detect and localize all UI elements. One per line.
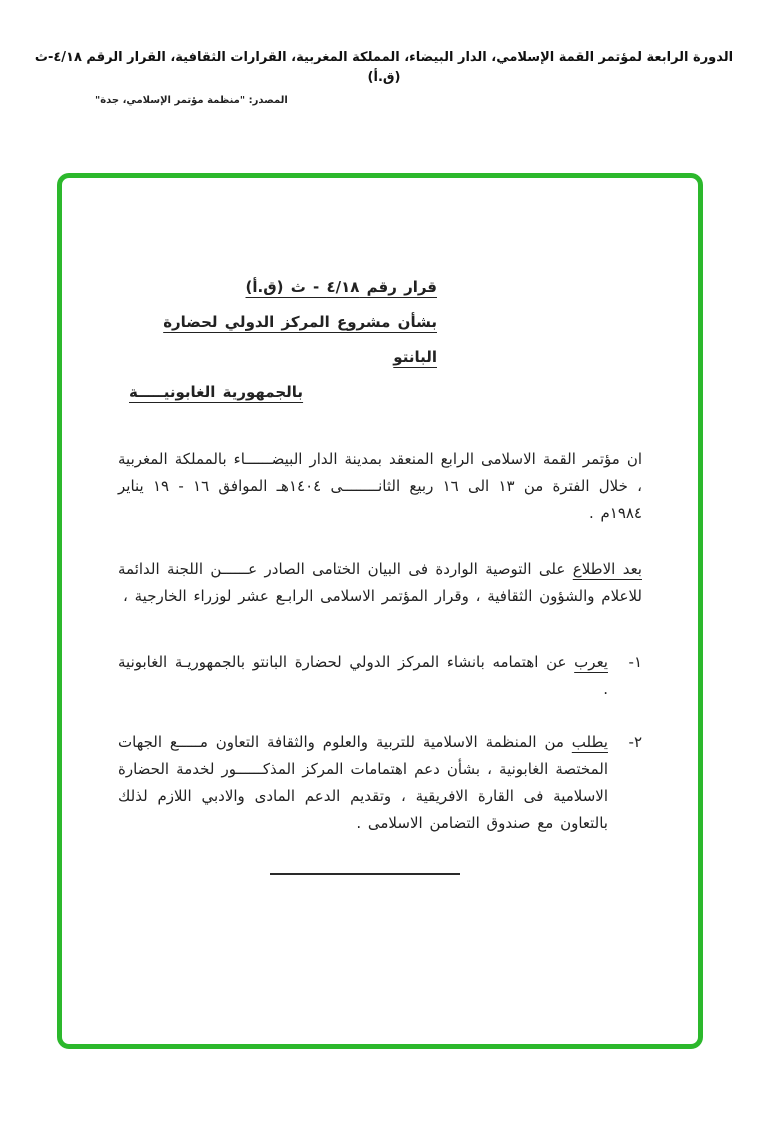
source-line: المصدر: "منظمة مؤتمر الإسلامي، جدة" <box>95 95 288 106</box>
operative-item-2 <box>118 729 642 837</box>
scanned-resolution-document <box>62 178 698 875</box>
item-2-number: ٢- <box>628 733 642 751</box>
resolution-title-block <box>129 270 437 410</box>
resolution-number-line: قرار رقم ٤/١٨ - ث (ق.أ) <box>245 278 437 296</box>
item-1-lead: يعرب <box>574 653 608 671</box>
signature-divider <box>270 873 460 875</box>
item-1-body: عن اهتمامه بانشاء المركز الدولي لحضارة البانتو بالجمهوريـة الغابونية . <box>118 653 608 698</box>
recital-text: على التوصية الواردة فى البيان الختامى الصادر عــــــن اللجنة الدائمة للاعلام والشؤون الثقافية ، وقرار المؤتمر الاسلامى الرابـع عشر لوزراء الخارجية ، <box>118 560 642 605</box>
preamble-paragraph: ان مؤتمر القمة الاسلامى الرابع المنعقد بمدينة الدار البيضــــــاء بالمملكة المغربية ، خلال الفترة من ١٣ الى ١٦ ربيع الثانــــــــى ١٤٠٤هـ الموافق ١٦ - ١٩ يناير ١٩٨٤م . <box>118 450 642 522</box>
item-1-text <box>118 649 608 703</box>
item-2-body: من المنظمة الاسلامية للتربية والعلوم والثقافة التعاون مـــــع الجهات المختصة الغابونية ، بشأن دعم اهتمامات المركز المذكــــــور لخدمة الحضارة الاسلامية فى القارة الافريقية ، وتقديم الدعم المادى والادبي اللازم لذلك بالتعاون مع صندوق التضامن الاسلامى . <box>118 733 608 832</box>
recital-paragraph <box>118 556 642 610</box>
item-1-number: ١- <box>628 653 642 671</box>
page <box>0 48 768 832</box>
page-title: الدورة الرابعة لمؤتمر القمة الإسلامي، الدار البيضاء، المملكة المغربية، القرارات الثقافية، القرار الرقم ٤/١٨-ث (ق.أ) <box>34 50 734 85</box>
document-scan-frame <box>57 173 703 1049</box>
recital-lead: بعد الاطلاع <box>572 560 642 578</box>
resolution-subject-line: بشأن مشروع المركز الدولي لحضارة البانتو <box>163 313 437 366</box>
item-2-text <box>118 729 608 837</box>
resolution-country-line: بالجمهورية الغابونيـــــة <box>129 383 304 401</box>
operative-item-1 <box>118 649 642 703</box>
item-2-lead: يطلب <box>571 733 608 751</box>
